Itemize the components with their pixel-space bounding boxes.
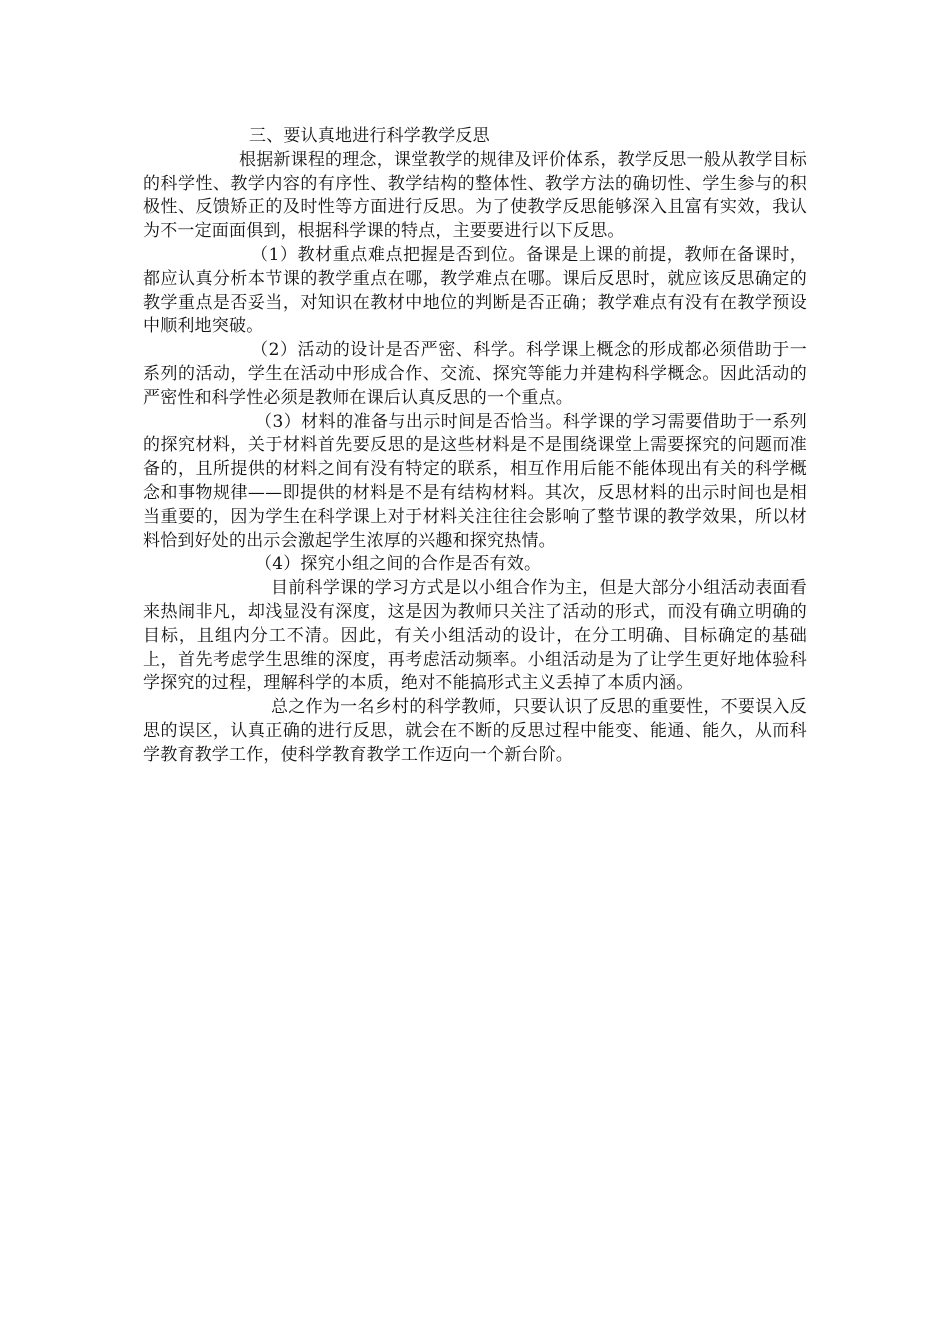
paragraph-conclusion: 总之作为一名乡村的科学教师，只要认识了反思的重要性，不要误入反思的误区，认真正确的进行反思，就会在不断的反思过程中能变、能通、能久，从而科学教育教学工作，使科学教育教学工作迈向一个新台阶。 bbox=[143, 697, 807, 765]
paragraph-point-4-body: 目前科学课的学习方式是以小组合作为主，但是大部分小组活动表面看来热闹非凡，却浅显没有深度，这是因为教师只关注了活动的形式，而没有确立明确的目标，且组内分工不清。因此，有关小组活动的设计，在分工明确、目标确定的基础上，首先考虑学生思维的深度，再考虑活动频率。小组活动是为了让学生更好地体验科学探究的过程，理解科学的本质，绝对不能搞形式主义丢掉了本质内涵。 bbox=[143, 578, 807, 694]
paragraph-point-3: （3）材料的准备与出示时间是否恰当。科学课的学习需要借助于一系列的探究材料，关于材料首先要反思的是这些材料是不是围绕课堂上需要探究的问题而准备的，且所提供的材料之间有没有特定的联系，相互作用后能不能体现出有关的科学概念和事物规律——即提供的材料是不是有结构材料。其次，反思材料的出示时间也是相当重要的，因为学生在科学课上对于材料关注往往会影响了整节课的教学效果，所以材料恰到好处的出示会激起学生浓厚的兴趣和探究热情。 bbox=[143, 411, 807, 551]
section-heading: 三、要认真地进行科学教学反思 bbox=[249, 126, 490, 146]
paragraph-point-2: （2）活动的设计是否严密、科学。科学课上概念的形成都必须借助于一系列的活动，学生在活动中形成合作、交流、探究等能力并建构科学概念。因此活动的严密性和科学性必须是教师在课后认真反思的一个重点。 bbox=[143, 340, 807, 408]
paragraph-point-1: （1）教材重点难点把握是否到位。备课是上课的前提，教师在备课时，都应认真分析本节课的教学重点在哪，教学难点在哪。课后反思时，就应该反思确定的教学重点是否妥当，对知识在教材中地位的判断是否正确；教学难点有没有在教学预设中顺利地突破。 bbox=[143, 244, 807, 337]
document-body bbox=[143, 125, 807, 768]
paragraph-intro: 根据新课程的理念，课堂教学的规律及评价体系，教学反思一般从教学目标的科学性、教学内容的有序性、教学结构的整体性、教学方法的确切性、学生参与的积极性、反馈矫正的及时性等方面进行反思。为了使教学反思能够深入且富有实效，我认为不一定面面俱到，根据科学课的特点，主要要进行以下反思。 bbox=[143, 149, 807, 242]
paragraph-point-4-title: （4）探究小组之间的合作是否有效。 bbox=[255, 554, 542, 575]
